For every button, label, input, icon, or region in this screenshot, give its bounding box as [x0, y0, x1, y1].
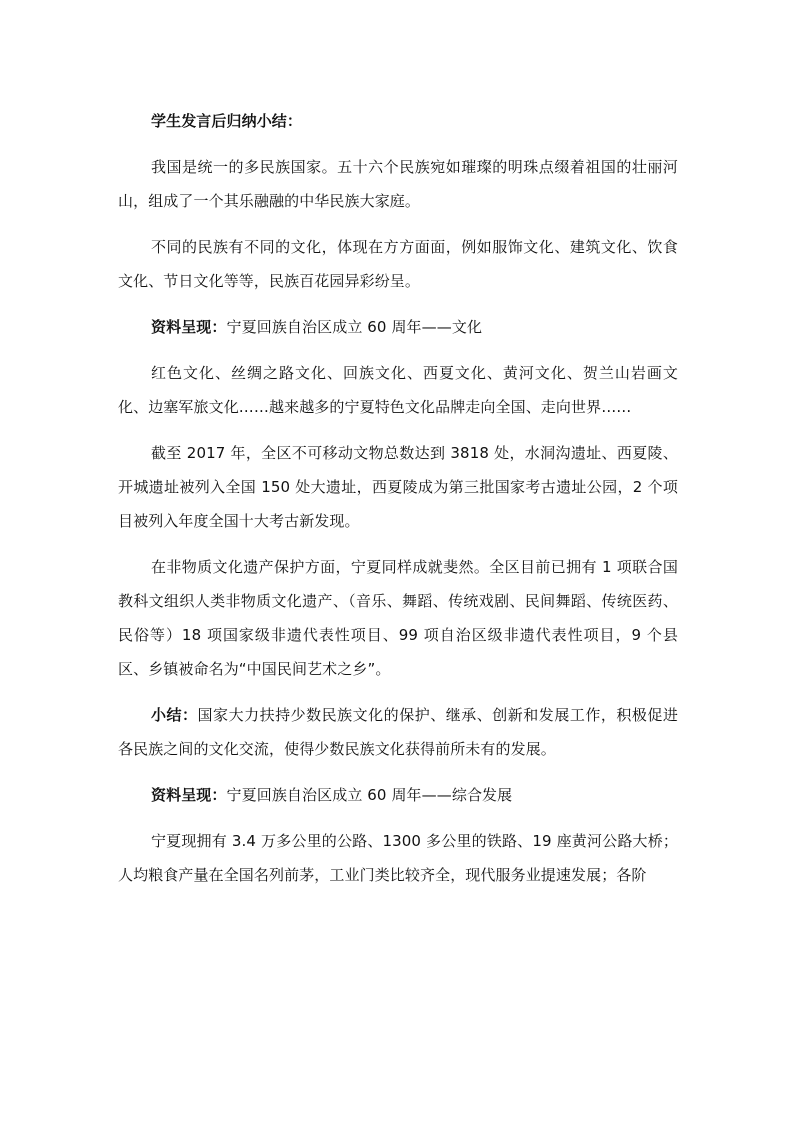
material-development-heading: [118, 778, 678, 812]
paragraph-cultural-relics: 截至 2017 年，全区不可移动文物总数达到 3818 处，水洞沟遗址、西夏陵、开城遗址被列入全国 150 处大遗址，西夏陵成为第三批国家考古遗址公园，2 个项目被列入年度全国十大考古新发现。: [118, 444, 678, 530]
summary-heading: 学生发言后归纳小结：: [151, 112, 303, 130]
paragraph-multiethnic-nation: 我国是统一的多民族国家。五十六个民族宛如璀璨的明珠点缀着祖国的壮丽河山，组成了一个其乐融融的中华民族大家庭。: [118, 158, 678, 210]
document-body: [118, 104, 678, 892]
summary-label: 小结：: [151, 706, 198, 724]
summary-text: 国家大力扶持少数民族文化的保护、继承、创新和发展工作，积极促进各民族之间的文化交流，使得少数民族文化获得前所未有的发展。: [118, 706, 678, 758]
paragraph-comprehensive-development: 宁夏现拥有 3.4 万多公里的公路、1300 多公里的铁路、19 座黄河公路大桥；人均粮食产量在全国名列前茅，工业门类比较齐全，现代服务业提速发展；各阶: [118, 832, 678, 884]
summary-paragraph: [118, 698, 678, 766]
material-label: 资料呈现：: [151, 786, 227, 804]
paragraph-culture-brands: 红色文化、丝绸之路文化、回族文化、西夏文化、黄河文化、贺兰山岩画文化、边塞军旅文化……越来越多的宁夏特色文化品牌走向全国、走向世界……: [118, 364, 678, 416]
material-label: 资料呈现：: [151, 318, 227, 336]
paragraph-ethnic-cultures: 不同的民族有不同的文化，体现在方方面面，例如服饰文化、建筑文化、饮食文化、节日文化等等，民族百花园异彩纷呈。: [118, 238, 678, 290]
material-title: 宁夏回族自治区成立 60 周年——综合发展: [226, 786, 513, 804]
material-culture-heading: [118, 310, 678, 344]
paragraph-intangible-heritage: 在非物质文化遗产保护方面，宁夏同样成就斐然。全区目前已拥有 1 项联合国教科文组织人类非物质文化遗产、（音乐、舞蹈、传统戏剧、民间舞蹈、传统医药、民俗等）18 项国家级非遗代表性项目、99 项自治区级非遗代表性项目，9 个县区、乡镇被命名为“中国民间艺术之乡”。: [118, 558, 678, 678]
material-title: 宁夏回族自治区成立 60 周年——文化: [226, 318, 483, 336]
